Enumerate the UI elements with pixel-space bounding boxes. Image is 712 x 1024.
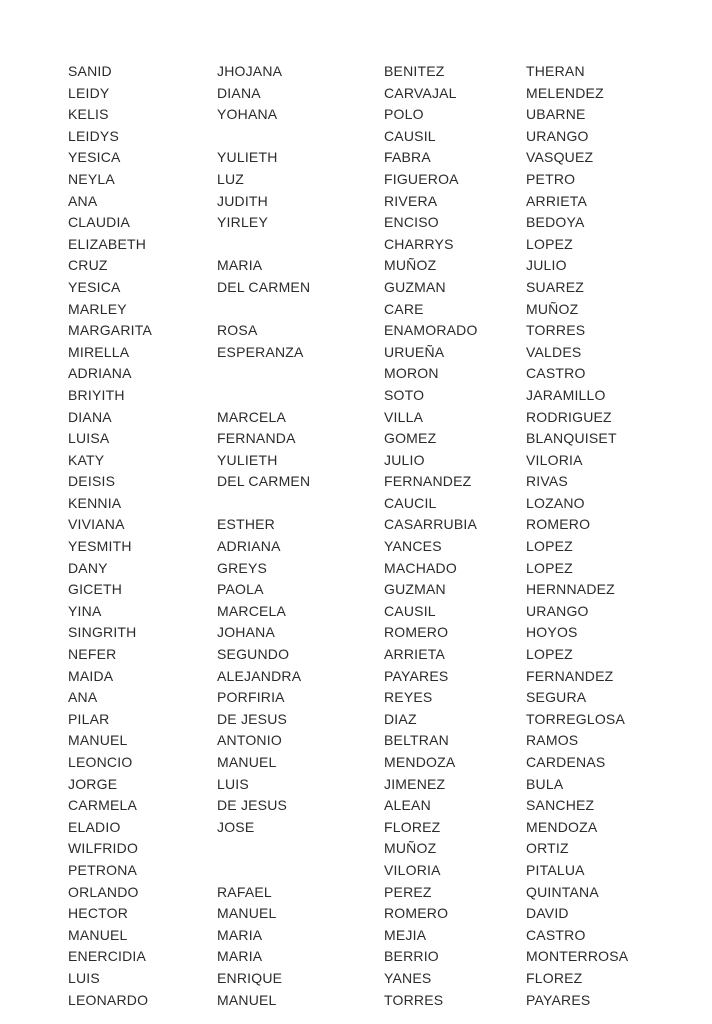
second-surname-cell: BEDOYA <box>526 214 585 231</box>
middle-name-cell: LUIS <box>217 775 249 792</box>
second-surname-cell: ARRIETA <box>526 192 588 209</box>
middle-name-cell: FERNANDA <box>217 430 296 447</box>
first-surname-cell: GOMEZ <box>384 430 437 447</box>
first-surname-cell: FLOREZ <box>384 818 441 835</box>
middle-name-cell: YULIETH <box>217 451 278 468</box>
table-row <box>68 83 646 105</box>
table-row <box>68 212 646 234</box>
first-surname-cell: CAUSIL <box>384 602 436 619</box>
first-surname-cell: PEREZ <box>384 883 432 900</box>
first-surname-cell: VILLA <box>384 408 424 425</box>
second-surname-cell: JARAMILLO <box>526 386 606 403</box>
middle-name-cell: MANUEL <box>217 754 277 770</box>
middle-name-cell: ESTHER <box>217 516 275 533</box>
middle-name-cell: MARIA <box>217 257 263 274</box>
middle-name-cell <box>217 493 384 515</box>
first-name-cell: LEONCIO <box>68 754 133 770</box>
first-name-cell: ORLANDO <box>68 883 139 900</box>
middle-name-cell: RAFAEL <box>217 883 272 900</box>
first-name-cell: LUIS <box>68 969 100 986</box>
table-row <box>68 579 646 601</box>
second-surname-cell: LOZANO <box>526 494 585 511</box>
first-name-cell: YESMITH <box>68 538 132 555</box>
first-name-cell: LUISA <box>68 430 110 447</box>
first-surname-cell: VILORIA <box>384 861 441 878</box>
second-surname-cell: UBARNE <box>526 106 586 123</box>
second-surname-cell: CARDENAS <box>526 754 606 770</box>
table-row <box>68 514 646 536</box>
first-name-cell: CARMELA <box>68 797 138 814</box>
second-surname-cell: RIVAS <box>526 473 568 490</box>
middle-name-cell: ALEJANDRA <box>217 667 302 684</box>
first-name-cell: LEONARDO <box>68 991 149 1008</box>
table-row <box>68 61 646 83</box>
first-name-cell: DANY <box>68 559 108 576</box>
first-surname-cell: PAYARES <box>384 667 449 684</box>
first-name-cell: MARGARITA <box>68 322 152 339</box>
table-row <box>68 925 646 947</box>
table-row <box>68 536 646 558</box>
table-row <box>68 342 646 364</box>
table-row <box>68 191 646 213</box>
second-surname-cell: CASTRO <box>526 365 586 382</box>
table-row <box>68 666 646 688</box>
second-surname-cell: LOPEZ <box>526 646 573 663</box>
first-surname-cell: CHARRYS <box>384 235 454 252</box>
second-surname-cell: MELENDEZ <box>526 84 604 101</box>
second-surname-cell: SEGURA <box>526 689 587 706</box>
first-name-cell: CRUZ <box>68 257 108 274</box>
table-row <box>68 946 646 968</box>
middle-name-cell: JOSE <box>217 818 255 835</box>
first-surname-cell: YANES <box>384 969 432 986</box>
middle-name-cell: PAOLA <box>217 581 264 598</box>
first-surname-cell: ROMERO <box>384 624 449 641</box>
table-row <box>68 277 646 299</box>
first-name-cell: ENERCIDIA <box>68 948 147 965</box>
table-row <box>68 299 646 321</box>
table-row <box>68 450 646 472</box>
first-name-cell: VIVIANA <box>68 516 125 533</box>
second-surname-cell: ORTIZ <box>526 840 569 857</box>
first-surname-cell: CASARRUBIA <box>384 516 478 533</box>
second-surname-cell: VILORIA <box>526 451 583 468</box>
middle-name-cell: PORFIRIA <box>217 689 285 706</box>
first-name-cell: MAIDA <box>68 667 114 684</box>
table-row <box>68 860 646 882</box>
first-surname-cell: FIGUEROA <box>384 170 459 187</box>
first-surname-cell: SOTO <box>384 386 425 403</box>
table-row <box>68 558 646 580</box>
second-surname-cell: MENDOZA <box>526 818 598 835</box>
middle-name-cell: MARIA <box>217 926 263 943</box>
first-name-cell: DIANA <box>68 408 112 425</box>
middle-name-cell <box>217 385 384 407</box>
middle-name-cell: ESPERANZA <box>217 343 304 360</box>
table-row <box>68 320 646 342</box>
first-name-cell: LEIDYS <box>68 127 119 144</box>
first-surname-cell: FERNANDEZ <box>384 473 472 490</box>
names-table-body <box>68 61 646 1011</box>
first-surname-cell: MACHADO <box>384 559 457 576</box>
table-row <box>68 817 646 839</box>
middle-name-cell: DE JESUS <box>217 797 288 814</box>
middle-name-cell: MARCELA <box>217 602 287 619</box>
names-table <box>68 61 646 1011</box>
middle-name-cell <box>217 860 384 882</box>
first-surname-cell: JIMENEZ <box>384 775 446 792</box>
first-name-cell: MIRELLA <box>68 343 130 360</box>
table-row <box>68 169 646 191</box>
first-name-cell: SINGRITH <box>68 624 137 641</box>
first-surname-cell: TORRES <box>384 991 444 1008</box>
table-row <box>68 903 646 925</box>
first-name-cell: YESICA <box>68 149 121 166</box>
first-surname-cell: MEJIA <box>384 926 427 943</box>
table-row <box>68 774 646 796</box>
first-name-cell: SANID <box>68 63 112 79</box>
table-row <box>68 234 646 256</box>
first-surname-cell: ARRIETA <box>384 646 446 663</box>
second-surname-cell: VASQUEZ <box>526 149 594 166</box>
first-name-cell: WILFRIDO <box>68 840 139 857</box>
first-surname-cell: MORON <box>384 365 439 382</box>
table-row <box>68 428 646 450</box>
second-surname-cell: ROMERO <box>526 516 591 533</box>
second-surname-cell: SUAREZ <box>526 278 584 295</box>
second-surname-cell: RAMOS <box>526 732 579 749</box>
middle-name-cell: DEL CARMEN <box>217 473 311 490</box>
second-surname-cell: PITALUA <box>526 861 585 878</box>
first-surname-cell: CAUCIL <box>384 494 437 511</box>
first-name-cell: ADRIANA <box>68 365 132 382</box>
second-surname-cell: HOYOS <box>526 624 578 641</box>
middle-name-cell: JHOJANA <box>217 63 283 79</box>
table-row <box>68 752 646 774</box>
second-surname-cell: QUINTANA <box>526 883 599 900</box>
table-row <box>68 795 646 817</box>
table-row <box>68 407 646 429</box>
second-surname-cell: MUÑOZ <box>526 300 579 317</box>
middle-name-cell: SEGUNDO <box>217 646 290 663</box>
first-surname-cell: ROMERO <box>384 905 449 922</box>
table-row <box>68 622 646 644</box>
second-surname-cell: PETRO <box>526 170 576 187</box>
middle-name-cell: MANUEL <box>217 991 277 1008</box>
table-row <box>68 601 646 623</box>
first-surname-cell: FABRA <box>384 149 431 166</box>
first-name-cell: KATY <box>68 451 105 468</box>
first-surname-cell: DIAZ <box>384 710 417 727</box>
middle-name-cell <box>217 299 384 321</box>
second-surname-cell: BLANQUISET <box>526 430 617 447</box>
first-name-cell: MANUEL <box>68 732 128 749</box>
table-row <box>68 838 646 860</box>
table-row <box>68 363 646 385</box>
first-surname-cell: CAUSIL <box>384 127 436 144</box>
second-surname-cell: URANGO <box>526 602 589 619</box>
table-row <box>68 968 646 990</box>
second-surname-cell: CASTRO <box>526 926 586 943</box>
first-surname-cell: YANCES <box>384 538 442 555</box>
first-name-cell: KELIS <box>68 106 109 123</box>
table-row <box>68 990 646 1012</box>
second-surname-cell: FERNANDEZ <box>526 667 614 684</box>
middle-name-cell: YIRLEY <box>217 214 268 231</box>
second-surname-cell: SANCHEZ <box>526 797 595 814</box>
middle-name-cell: DIANA <box>217 84 261 101</box>
first-name-cell: NEFER <box>68 646 117 663</box>
second-surname-cell: TORREGLOSA <box>526 710 625 727</box>
middle-name-cell <box>217 838 384 860</box>
middle-name-cell <box>217 363 384 385</box>
middle-name-cell: MARCELA <box>217 408 287 425</box>
middle-name-cell: ENRIQUE <box>217 969 283 986</box>
first-surname-cell: GUZMAN <box>384 278 446 295</box>
first-surname-cell: BELTRAN <box>384 732 449 749</box>
table-row <box>68 385 646 407</box>
middle-name-cell <box>217 234 384 256</box>
first-name-cell: DEISIS <box>68 473 116 490</box>
middle-name-cell: DE JESUS <box>217 710 288 727</box>
first-surname-cell: ENCISO <box>384 214 439 231</box>
middle-name-cell: MARIA <box>217 948 263 965</box>
table-row <box>68 882 646 904</box>
table-row <box>68 126 646 148</box>
second-surname-cell: LOPEZ <box>526 538 573 555</box>
first-surname-cell: MENDOZA <box>384 754 456 770</box>
first-name-cell: NEYLA <box>68 170 115 187</box>
first-name-cell: ANA <box>68 689 98 706</box>
middle-name-cell: JUDITH <box>217 192 268 209</box>
table-row <box>68 471 646 493</box>
first-name-cell: YINA <box>68 602 102 619</box>
table-row <box>68 709 646 731</box>
first-surname-cell: BERRIO <box>384 948 439 965</box>
table-row <box>68 687 646 709</box>
first-name-cell: BRIYITH <box>68 386 125 403</box>
table-row <box>68 644 646 666</box>
middle-name-cell: YOHANA <box>217 106 278 123</box>
first-surname-cell: CARVAJAL <box>384 84 457 101</box>
middle-name-cell: YULIETH <box>217 149 278 166</box>
middle-name-cell: LUZ <box>217 170 245 187</box>
middle-name-cell: ADRIANA <box>217 538 281 555</box>
first-name-cell: ELADIO <box>68 818 121 835</box>
first-surname-cell: URUEÑA <box>384 343 445 360</box>
second-surname-cell: FLOREZ <box>526 969 583 986</box>
middle-name-cell: MANUEL <box>217 905 277 922</box>
first-name-cell: YESICA <box>68 278 121 295</box>
middle-name-cell: DEL CARMEN <box>217 278 311 295</box>
first-name-cell: ANA <box>68 192 98 209</box>
first-name-cell: HECTOR <box>68 905 129 922</box>
first-name-cell: CLAUDIA <box>68 214 131 231</box>
first-surname-cell: JULIO <box>384 451 425 468</box>
first-name-cell: ELIZABETH <box>68 235 147 252</box>
middle-name-cell: GREYS <box>217 559 268 576</box>
first-surname-cell: CARE <box>384 300 424 317</box>
second-surname-cell: PAYARES <box>526 991 591 1008</box>
first-surname-cell: GUZMAN <box>384 581 446 598</box>
second-surname-cell: HERNNADEZ <box>526 581 615 598</box>
second-surname-cell: URANGO <box>526 127 589 144</box>
second-surname-cell: LOPEZ <box>526 235 573 252</box>
first-name-cell: PETRONA <box>68 861 138 878</box>
table-row <box>68 104 646 126</box>
first-surname-cell: ENAMORADO <box>384 322 478 339</box>
first-surname-cell: MUÑOZ <box>384 840 437 857</box>
first-surname-cell: REYES <box>384 689 433 706</box>
first-surname-cell: RIVERA <box>384 192 438 209</box>
table-row <box>68 730 646 752</box>
second-surname-cell: RODRIGUEZ <box>526 408 612 425</box>
first-surname-cell: BENITEZ <box>384 63 445 79</box>
table-row <box>68 147 646 169</box>
first-name-cell: LEIDY <box>68 84 110 101</box>
first-name-cell: PILAR <box>68 710 110 727</box>
second-surname-cell: VALDES <box>526 343 582 360</box>
first-surname-cell: ALEAN <box>384 797 431 814</box>
second-surname-cell: DAVID <box>526 905 569 922</box>
table-row <box>68 255 646 277</box>
middle-name-cell: ROSA <box>217 322 258 339</box>
first-name-cell: MANUEL <box>68 926 128 943</box>
second-surname-cell: LOPEZ <box>526 559 573 576</box>
first-name-cell: GICETH <box>68 581 123 598</box>
first-name-cell: MARLEY <box>68 300 127 317</box>
first-surname-cell: MUÑOZ <box>384 257 437 274</box>
second-surname-cell: MONTERROSA <box>526 948 629 965</box>
first-name-cell: KENNIA <box>68 494 122 511</box>
middle-name-cell: ANTONIO <box>217 732 282 749</box>
second-surname-cell: THERAN <box>526 63 585 79</box>
table-row <box>68 493 646 515</box>
middle-name-cell <box>217 126 384 148</box>
second-surname-cell: JULIO <box>526 257 567 274</box>
first-name-cell: JORGE <box>68 775 118 792</box>
second-surname-cell: BULA <box>526 775 564 792</box>
second-surname-cell: TORRES <box>526 322 586 339</box>
middle-name-cell: JOHANA <box>217 624 275 641</box>
first-surname-cell: POLO <box>384 106 424 123</box>
